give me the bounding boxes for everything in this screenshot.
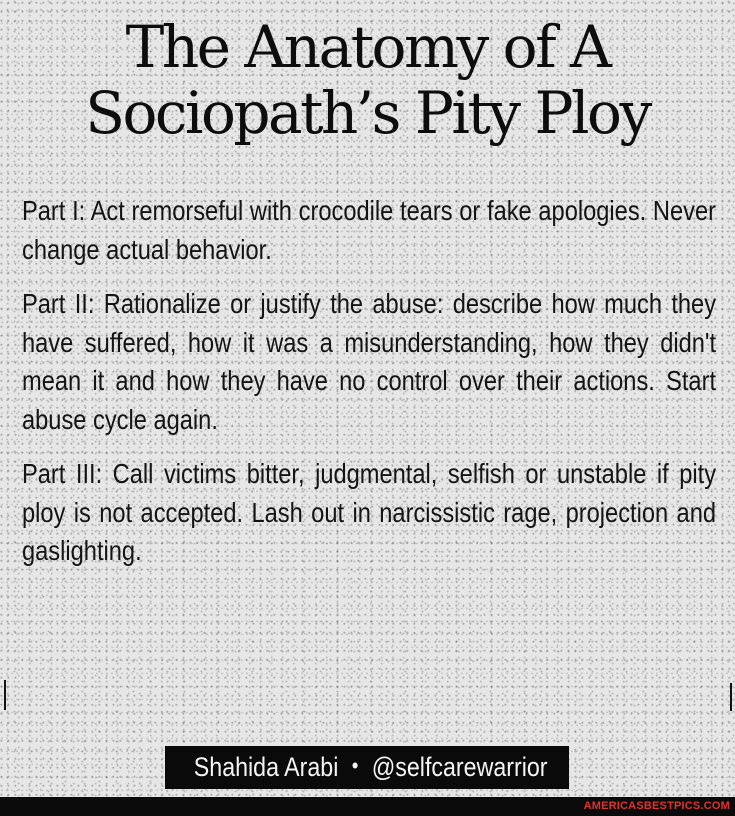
separator-dot-icon: • [351,753,359,778]
poster-title [0,14,735,146]
left-edge-mark [4,680,6,710]
part-2-text: Part II: Rationalize or justify the abuse: describe how much they have suffered, how it was a misunderstanding, how they didn't mean it and how they have no control over their actions. Start abuse cycle again. [22,288,717,435]
author-credit [165,746,569,789]
part-1-text: Part I: Act remorseful with crocodile tears or fake apologies. Never change actual behavior. [22,195,717,265]
title-line-2: Sociopath’s Pity Ploy [85,79,650,147]
site-watermark[interactable]: AMERICASBESTPICS.COM [583,800,730,812]
author-handle: @selfcarewarrior [371,752,548,782]
right-edge-mark [730,683,732,711]
poster-body [22,192,716,587]
footer-bar [0,797,735,816]
title-line-1: The Anatomy of A [125,13,610,81]
part-3-text: Part III: Call victims bitter, judgmental, selfish or unstable if pity ploy is not accepted. Lash out in narcissistic rage, projection and gaslighting. [22,458,717,566]
author-name: Shahida Arabi [193,752,339,782]
